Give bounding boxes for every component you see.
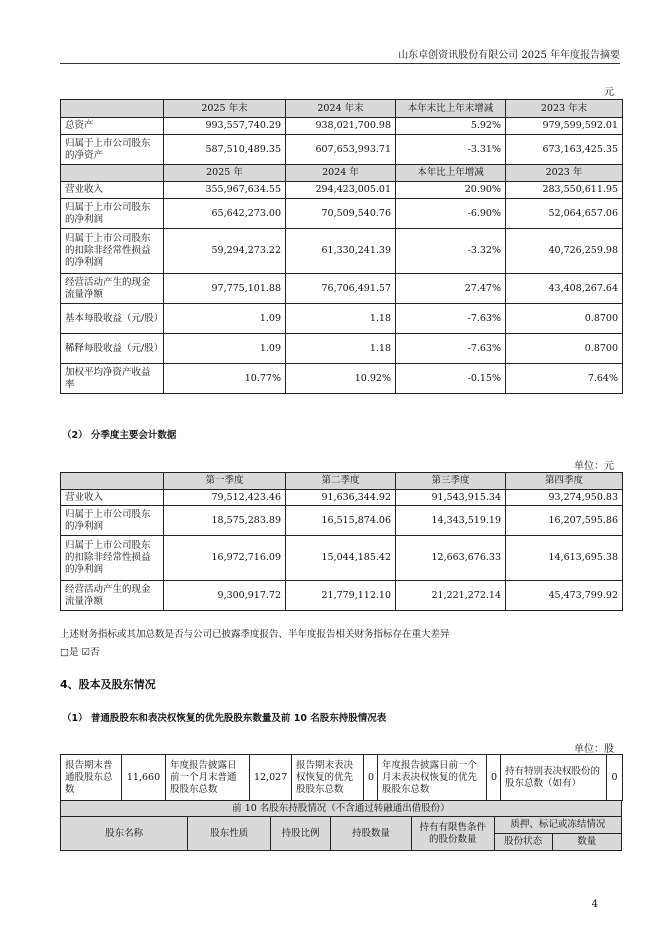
top10-title: 前 10 名股东持股情况（不含通过转融通出借股份） [61, 801, 622, 817]
table-row [61, 199, 623, 229]
row-value: 27.47% [396, 274, 506, 304]
shareholder-section-title: （1） 普通股股东和表决权恢复的优先股股东数量及前 10 名股东持股情况表 [62, 713, 387, 724]
row-value: 5.92% [396, 118, 506, 135]
row-label: 经营活动产生的现金流量净额 [61, 274, 164, 304]
quarterly-section-title: （2） 分季度主要会计数据 [62, 430, 177, 441]
row-value: 12,663,676.33 [396, 536, 506, 581]
report-header: 山东卓创资讯股份有限公司 2025 年年度报告摘要 [398, 50, 620, 61]
quarterly-unit: 单位：元 [574, 461, 614, 472]
column-header: 本年末比上年末增减 [396, 100, 506, 118]
table-row [61, 182, 623, 199]
row-value: 1.18 [286, 334, 396, 364]
row-value: 93,274,950.83 [506, 490, 623, 506]
row-label: 经营活动产生的现金流量净额 [61, 581, 164, 611]
summary-value-holders: 11,660 [122, 755, 166, 801]
difference-note: 上述财务指标或其加总数是否与公司已披露季度报告、半年度报告相关财务指标存在重大差异 [60, 629, 450, 640]
row-value: 1.09 [164, 334, 286, 364]
row-value: 70,509,540.76 [286, 199, 396, 229]
column-header [61, 100, 164, 118]
col-restricted-shares: 持有有限售条件的股份数量 [411, 817, 494, 851]
top10-shareholders-table [60, 800, 622, 851]
column-header [61, 473, 164, 490]
summary-value-holders-prior-month: 12,027 [250, 755, 292, 801]
col-holding-quantity: 持股数量 [331, 817, 412, 851]
row-label: 归属于上市公司股东的扣除非经常性损益的净利润 [61, 229, 164, 274]
table1-unit: 元 [604, 87, 614, 98]
column-header: 本年比上年增减 [396, 165, 506, 182]
row-value: 9,300,917.72 [164, 581, 286, 611]
summary-value-preferred-prior-month: 0 [487, 755, 501, 801]
table-row [61, 581, 623, 611]
column-header: 2025 年末 [164, 100, 286, 118]
col-pledge-amount: 数量 [552, 834, 621, 851]
summary-label-special-voting: 持有特别表决权股份的股东总数（如有） [501, 755, 607, 801]
row-value: 59,294,273.22 [164, 229, 286, 274]
row-value: 16,972,716.09 [164, 536, 286, 581]
shareholder-summary-table [60, 754, 623, 801]
header-divider [60, 63, 620, 64]
key-financials-table [60, 99, 623, 394]
row-label: 营业收入 [61, 490, 164, 506]
row-value: 76,706,491.57 [286, 274, 396, 304]
row-value: 7.64% [506, 364, 623, 394]
row-value: -0.15% [396, 364, 506, 394]
quarterly-table [60, 472, 623, 611]
col-shareholder-name: 股东名称 [61, 817, 188, 851]
row-value: 673,163,425.35 [506, 135, 623, 165]
row-value: 97,775,101.88 [164, 274, 286, 304]
row-label: 归属于上市公司股东的净利润 [61, 199, 164, 229]
column-header: 第二季度 [286, 473, 396, 490]
row-value: 938,021,700.98 [286, 118, 396, 135]
row-value: 587,510,489.35 [164, 135, 286, 165]
table-row [61, 135, 623, 165]
table-row [61, 229, 623, 274]
row-label: 营业收入 [61, 182, 164, 199]
row-value: 0.8700 [506, 334, 623, 364]
row-value: 91,636,344.92 [286, 490, 396, 506]
row-value: 79,512,423.46 [164, 490, 286, 506]
row-label: 归属于上市公司股东的净利润 [61, 506, 164, 536]
column-header: 2023 年 [506, 165, 623, 182]
summary-label-holders-prior-month: 年度报告披露日前一个月末普通股股东总数 [166, 755, 250, 801]
row-value: 1.09 [164, 304, 286, 334]
row-value: 1.18 [286, 304, 396, 334]
column-header: 第一季度 [164, 473, 286, 490]
table-row [61, 364, 623, 394]
row-value: 993,557,740.29 [164, 118, 286, 135]
summary-label-holders: 报告期末普通股股东总数 [61, 755, 122, 801]
row-value: 21,221,272.14 [396, 581, 506, 611]
col-share-status: 股份状态 [494, 834, 552, 851]
col-shareholder-nature: 股东性质 [188, 817, 271, 851]
row-label: 基本每股收益（元/股） [61, 304, 164, 334]
column-header: 2024 年末 [286, 100, 396, 118]
page-number: 4 [591, 899, 598, 910]
table-row [61, 334, 623, 364]
column-header [61, 165, 164, 182]
row-value: 21,779,112.10 [286, 581, 396, 611]
row-value: 16,207,595.86 [506, 506, 623, 536]
row-value: 65,642,273.00 [164, 199, 286, 229]
row-value: -3.31% [396, 135, 506, 165]
row-value: 43,408,267.64 [506, 274, 623, 304]
row-value: 52,064,657.06 [506, 199, 623, 229]
row-label: 加权平均净资产收益率 [61, 364, 164, 394]
row-value: 18,575,283.89 [164, 506, 286, 536]
row-value: 40,726,259.98 [506, 229, 623, 274]
row-value: 14,613,695.38 [506, 536, 623, 581]
table-row [61, 490, 623, 506]
column-header: 2023 年末 [506, 100, 623, 118]
row-label: 总资产 [61, 118, 164, 135]
row-value: 20.90% [396, 182, 506, 199]
row-value: 15,044,185.42 [286, 536, 396, 581]
row-value: 14,343,519.19 [396, 506, 506, 536]
row-label: 归属于上市公司股东的扣除非经常性损益的净利润 [61, 536, 164, 581]
summary-label-preferred: 报告期末表决权恢复的优先股股东总数 [292, 755, 364, 801]
yes-no-checkboxes: □是 ☑否 [60, 647, 100, 658]
row-value: 61,330,241.39 [286, 229, 396, 274]
table-row [61, 118, 623, 135]
row-value: -7.63% [396, 334, 506, 364]
table-row [61, 506, 623, 536]
col-pledge-status: 质押、标记或冻结情况 [494, 817, 621, 834]
col-holding-ratio: 持股比例 [271, 817, 331, 851]
row-value: 10.92% [286, 364, 396, 394]
shareholder-unit: 单位：股 [574, 744, 614, 755]
column-header: 2025 年 [164, 165, 286, 182]
row-value: -6.90% [396, 199, 506, 229]
column-header: 第三季度 [396, 473, 506, 490]
row-label: 归属于上市公司股东的净资产 [61, 135, 164, 165]
column-header: 2024 年 [286, 165, 396, 182]
row-value: 294,423,005.01 [286, 182, 396, 199]
row-value: 607,653,993.71 [286, 135, 396, 165]
row-value: 979,599,592.01 [506, 118, 623, 135]
row-value: 16,515,874.06 [286, 506, 396, 536]
table-row [61, 536, 623, 581]
row-value: 45,473,799.92 [506, 581, 623, 611]
table-row [61, 274, 623, 304]
column-header: 第四季度 [506, 473, 623, 490]
row-value: 91,543,915.34 [396, 490, 506, 506]
row-value: -7.63% [396, 304, 506, 334]
row-value: 10.77% [164, 364, 286, 394]
row-value: 0.8700 [506, 304, 623, 334]
summary-value-special-voting: 0 [607, 755, 623, 801]
row-value: 355,967,634.55 [164, 182, 286, 199]
row-label: 稀释每股收益（元/股） [61, 334, 164, 364]
summary-value-preferred: 0 [364, 755, 378, 801]
row-value: 283,550,611.95 [506, 182, 623, 199]
section4-title: 4、股本及股东情况 [60, 678, 156, 691]
row-value: -3.32% [396, 229, 506, 274]
summary-label-preferred-prior-month: 年度报告披露日前一个月末表决权恢复的优先股股东总数 [378, 755, 487, 801]
table-row [61, 304, 623, 334]
